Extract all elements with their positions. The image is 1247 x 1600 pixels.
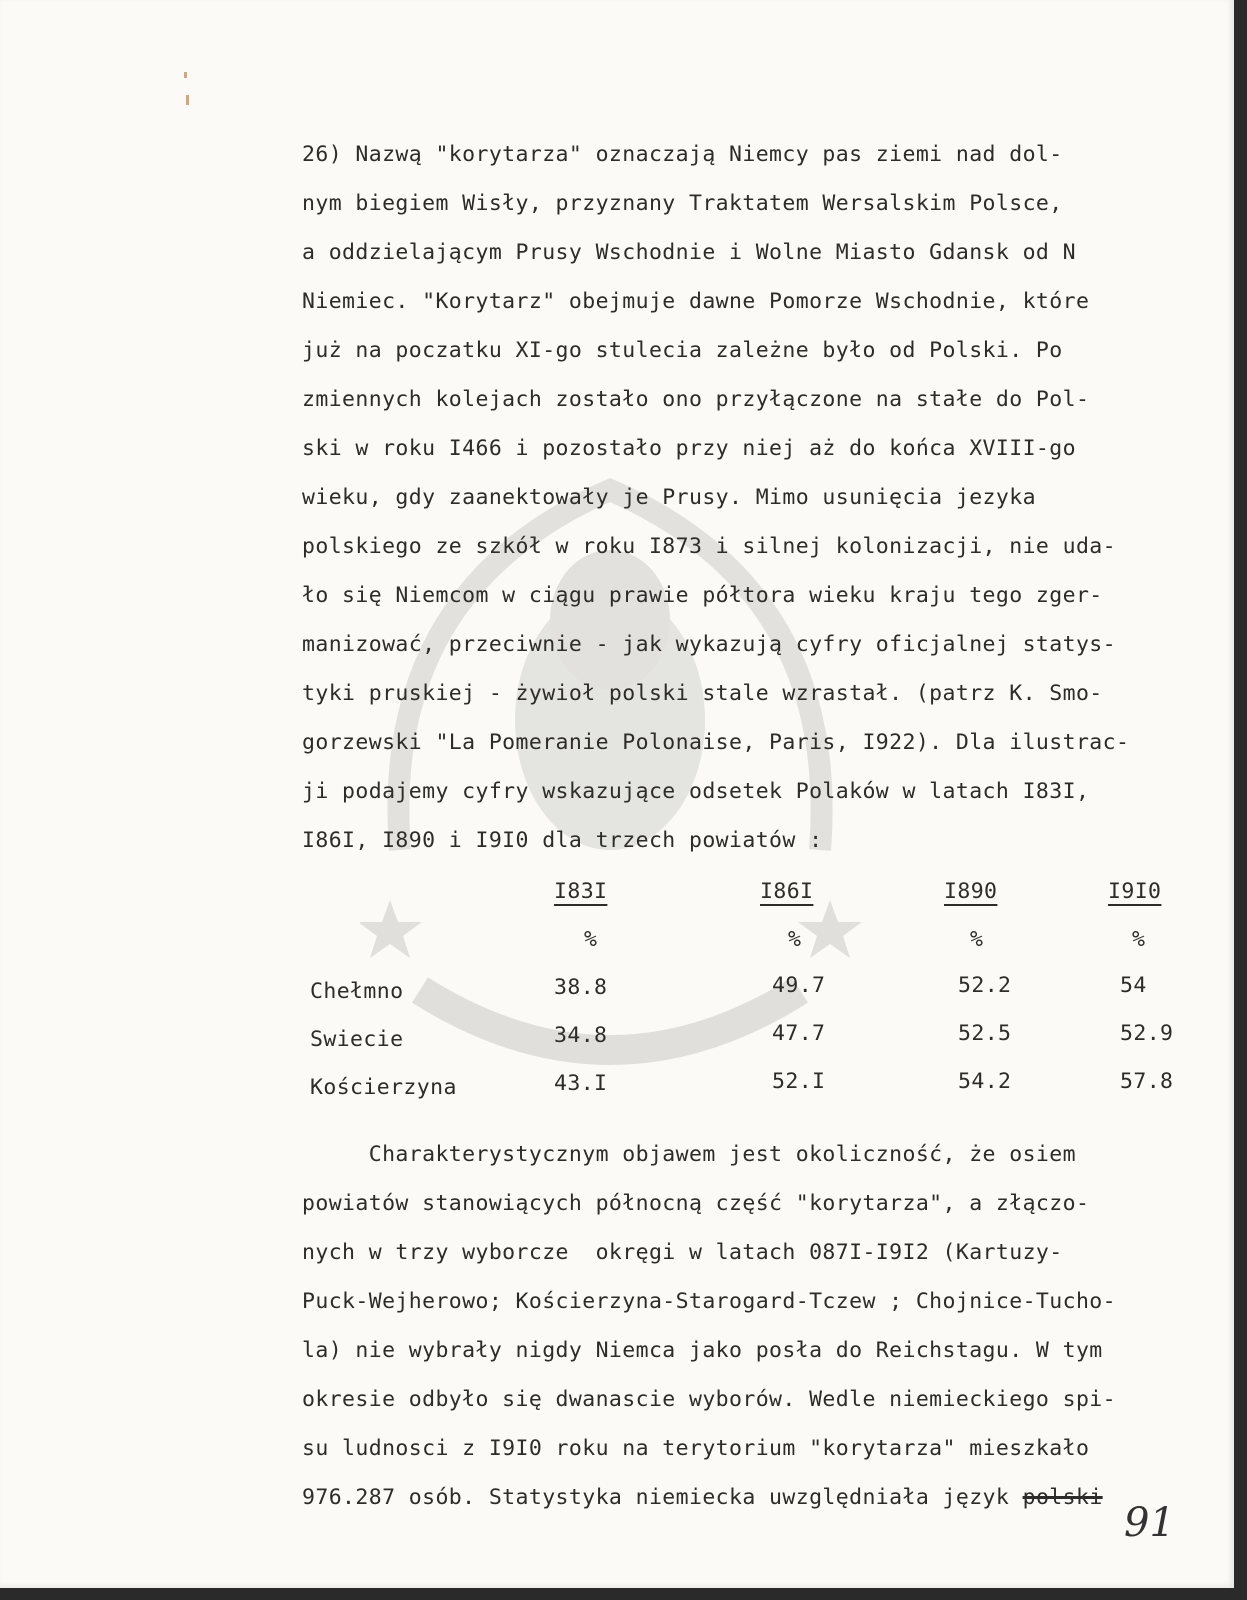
table-header-year: I890 [944, 879, 998, 904]
stain-mark [184, 72, 187, 78]
text-line: gorzewski "La Pomeranie Polonaise, Paris, I922). Dla ilustrac- [302, 730, 1130, 755]
table-row-label: Chełmno [310, 979, 404, 1004]
text-line: 26) Nazwą "korytarza" oznaczają Niemcy pas ziemi nad dol- [302, 142, 1063, 167]
polish-population-table [302, 865, 1202, 1130]
paragraph-1 [302, 130, 1202, 865]
text-line-last [302, 1473, 1202, 1522]
table-cell: 52.I [772, 1069, 826, 1094]
text-line: zmiennych kolejach zostało ono przyłączone na stałe do Pol- [302, 387, 1090, 412]
table-header-year: I86I [760, 879, 814, 904]
table-unit: % [584, 927, 598, 952]
text-line: polskiego ze szkół w roku I873 i silnej kolonizacji, nie uda- [302, 534, 1116, 559]
text-line: nym biegiem Wisły, przyznany Traktatem Wersalskim Polsce, [302, 191, 1063, 216]
text-line: tyki pruskiej - żywioł polski stale wzrastał. (patrz K. Smo- [302, 681, 1103, 706]
stain-mark [186, 95, 189, 105]
text-line: już na poczatku XI-go stulecia zależne było od Polski. Po [302, 338, 1063, 363]
table-unit: % [788, 927, 802, 952]
table-header-year: I9I0 [1108, 879, 1162, 904]
text-line: Niemiec. "Korytarz" obejmuje dawne Pomorze Wschodnie, które [302, 289, 1090, 314]
table-cell: 57.8 [1120, 1069, 1174, 1094]
text-line: ski w roku I466 i pozostało przy niej aż do końca XVIII-go [302, 436, 1076, 461]
text-line: la) nie wybrały nigdy Niemca jako posła do Reichstagu. W tym [302, 1338, 1103, 1363]
text-line: I86I, I890 i I9I0 dla trzech powiatów : [302, 828, 823, 853]
table-cell: 54 [1120, 973, 1147, 998]
text-line: wieku, gdy zaanektowały je Prusy. Mimo usunięcia jezyka [302, 485, 1036, 510]
table-row-label: Swiecie [310, 1027, 404, 1052]
table-cell: 54.2 [958, 1069, 1012, 1094]
text-line: Charakterystycznym objawem jest okoliczność, że osiem [302, 1142, 1076, 1167]
table-cell: 52.5 [958, 1021, 1012, 1046]
text-line: Puck-Wejherowo; Kościerzyna-Starogard-Tczew ; Chojnice-Tucho- [302, 1289, 1116, 1314]
table-cell: 52.2 [958, 973, 1012, 998]
last-line-text: 976.287 osób. Statystyka niemiecka uwzględniała język [302, 1485, 1023, 1510]
handwritten-page-number: 91 [1124, 1500, 1175, 1546]
table-cell: 49.7 [772, 973, 826, 998]
text-line: a oddzielającym Prusy Wschodnie i Wolne Miasto Gdansk od N [302, 240, 1076, 265]
paragraph-2 [302, 1130, 1202, 1522]
table-cell: 38.8 [554, 975, 608, 1000]
typed-document-body [302, 130, 1202, 1522]
text-line: su ludnosci z I9I0 roku na terytorium "korytarza" mieszkało [302, 1436, 1090, 1461]
text-line: powiatów stanowiących północną część "korytarza", a złączo- [302, 1191, 1090, 1216]
struck-out-word: polski [1022, 1485, 1103, 1510]
table-header-year: I83I [554, 879, 608, 904]
table-cell: 43.I [554, 1071, 608, 1096]
text-line: manizować, przeciwnie - jak wykazują cyfry oficjalnej statys- [302, 632, 1116, 657]
text-line: okresie odbyło się dwanascie wyborów. Wedle niemieckiego spi- [302, 1387, 1116, 1412]
table-cell: 52.9 [1120, 1021, 1174, 1046]
table-cell: 47.7 [772, 1021, 826, 1046]
table-cell: 34.8 [554, 1023, 608, 1048]
text-line: nych w trzy wyborcze okręgi w latach 087I-I9I2 (Kartuzy- [302, 1240, 1063, 1265]
table-unit: % [1132, 927, 1146, 952]
text-line: ji podajemy cyfry wskazujące odsetek Polaków w latach I83I, [302, 779, 1090, 804]
table-row-label: Kościerzyna [310, 1075, 457, 1100]
text-line: ło się Niemcom w ciągu prawie półtora wieku kraju tego zger- [302, 583, 1103, 608]
table-unit: % [970, 927, 984, 952]
